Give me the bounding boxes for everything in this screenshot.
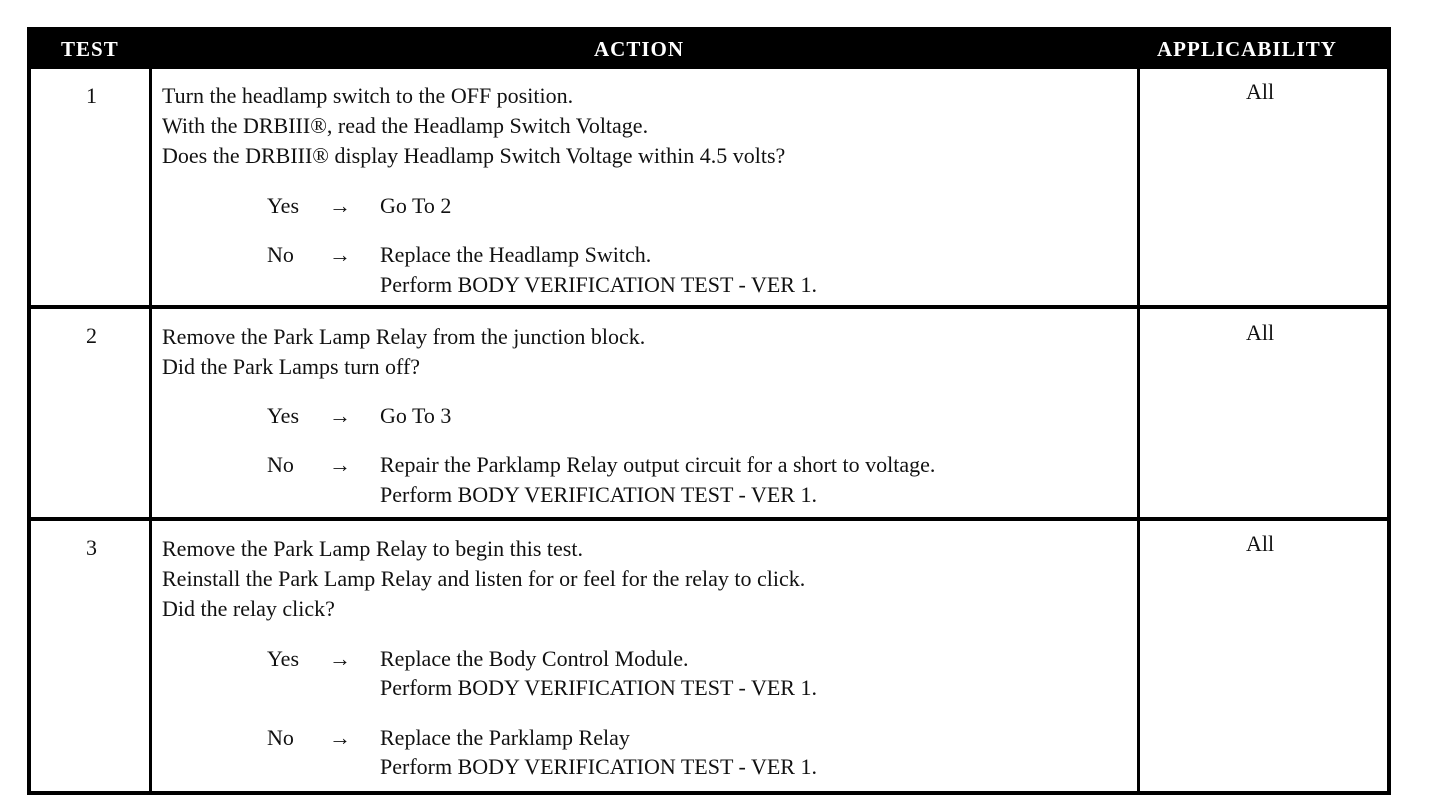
no-action: Replace the Parklamp Relay	[380, 725, 630, 750]
yes-label: Yes	[267, 403, 300, 428]
action-line: With the DRBIII®, read the Headlamp Switch Voltage.	[162, 113, 649, 138]
no-label: No	[267, 725, 294, 750]
arrow-icon: →	[329, 725, 351, 750]
action-line: Remove the Park Lamp Relay from the junction block.	[162, 324, 646, 349]
no-label: No	[267, 452, 294, 477]
test-number: 1	[86, 83, 97, 108]
yes-label: Yes	[267, 193, 300, 218]
header-applicability: APPLICABILITY	[1157, 37, 1337, 61]
yes-action: Perform BODY VERIFICATION TEST - VER 1.	[380, 675, 817, 700]
applicability-value: All	[1246, 531, 1275, 556]
table-row	[31, 69, 1387, 305]
action-line: Remove the Park Lamp Relay to begin this test.	[162, 536, 583, 561]
test-number: 2	[86, 323, 97, 348]
arrow-icon: →	[329, 193, 351, 218]
arrow-icon: →	[329, 646, 351, 671]
action-line: Did the Park Lamps turn off?	[162, 354, 421, 379]
action-line: Did the relay click?	[162, 596, 335, 621]
arrow-icon: →	[329, 452, 351, 477]
table-row	[31, 521, 1387, 795]
arrow-icon: →	[329, 403, 351, 428]
table-header	[31, 31, 1387, 69]
header-action: ACTION	[594, 37, 685, 61]
no-label: No	[267, 242, 294, 267]
diagnostic-table	[27, 27, 1391, 795]
table-row	[31, 309, 1387, 517]
yes-action: Replace the Body Control Module.	[380, 646, 689, 671]
no-action: Repair the Parklamp Relay output circuit for a short to voltage.	[380, 452, 936, 477]
no-action: Replace the Headlamp Switch.	[380, 242, 652, 267]
no-action: Perform BODY VERIFICATION TEST - VER 1.	[380, 272, 817, 297]
applicability-value: All	[1246, 320, 1275, 345]
applicability-value: All	[1246, 79, 1275, 104]
yes-action: Go To 2	[380, 193, 452, 218]
header-test: TEST	[61, 37, 119, 61]
action-line: Reinstall the Park Lamp Relay and listen for or feel for the relay to click.	[162, 566, 806, 591]
no-action: Perform BODY VERIFICATION TEST - VER 1.	[380, 482, 817, 507]
test-number: 3	[86, 535, 97, 560]
no-action: Perform BODY VERIFICATION TEST - VER 1.	[380, 754, 817, 779]
yes-label: Yes	[267, 646, 300, 671]
action-line: Does the DRBIII® display Headlamp Switch Voltage within 4.5 volts?	[162, 143, 786, 168]
arrow-icon: →	[329, 242, 351, 267]
yes-action: Go To 3	[380, 403, 452, 428]
action-line: Turn the headlamp switch to the OFF position.	[162, 83, 574, 108]
